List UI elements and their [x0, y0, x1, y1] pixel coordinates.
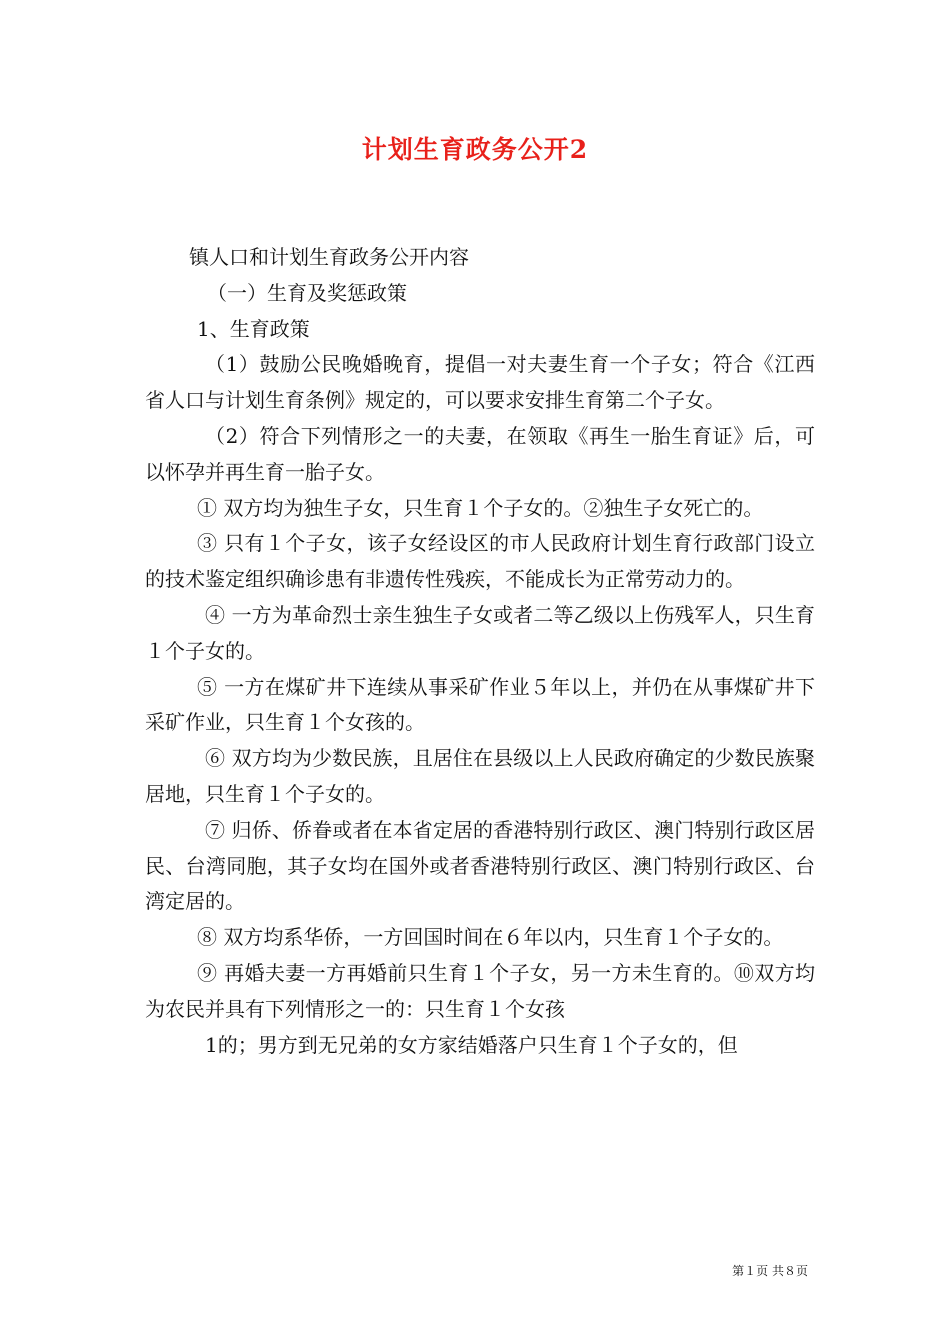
- paragraph: ① 双方均为独生子女，只生育１个子女的。②独生子女死亡的。: [197, 495, 764, 520]
- document-body: [145, 240, 815, 1063]
- paragraph: ③ 只有１个子女，该子女经设区的市人民政府计划生育行政部门设立的技术鉴定组织确诊患有非遗传性残疾，不能成长为正常劳动力的。: [145, 531, 815, 592]
- paragraph-heading: 镇人口和计划生育政务公开内容: [189, 245, 469, 269]
- paragraph: ⑥ 双方均为少数民族，且居住在县级以上人民政府确定的少数民族聚居地，只生育１个子女的。: [145, 746, 815, 806]
- paragraph: ④ 一方为革命烈士亲生独生子女或者二等乙级以上伤残军人，只生育１个子女的。: [145, 602, 815, 663]
- paragraph-section: （一）生育及奖惩政策: [207, 280, 407, 305]
- paragraph: 1的；男方到无兄弟的女方家结婚落户只生育１个子女的，但: [205, 1032, 738, 1057]
- paragraph: ⑨ 再婚夫妻一方再婚前只生育１个子女，另一方未生育的。⑩双方均为农民并具有下列情形之一的：只生育１个女孩: [145, 960, 815, 1021]
- paragraph: （2）符合下列情形之一的夫妻，在领取《再生一胎生育证》后，可以怀孕并再生育一胎子女。: [145, 423, 815, 484]
- paragraph: ⑦ 归侨、侨眷或者在本省定居的香港特别行政区、澳门特别行政区居民、台湾同胞，其子女均在国外或者香港特别行政区、澳门特别行政区、台湾定居的。: [145, 817, 815, 914]
- paragraph: ⑤ 一方在煤矿井下连续从事采矿作业５年以上，并仍在从事煤矿井下采矿作业，只生育１个女孩的。: [145, 674, 815, 735]
- paragraph: （1）鼓励公民晚婚晚育，提倡一对夫妻生育一个子女；符合《江西省人口与计划生育条例》规定的，可以要求安排生育第二个子女。: [145, 352, 815, 413]
- paragraph-subsection: 1、生育政策: [197, 316, 310, 341]
- document-title: 计划生育政务公开2: [361, 135, 589, 164]
- paragraph: ⑧ 双方均系华侨，一方回国时间在６年以内，只生育１个子女的。: [197, 925, 784, 950]
- page-indicator: 第１页 共８页: [732, 1264, 808, 1278]
